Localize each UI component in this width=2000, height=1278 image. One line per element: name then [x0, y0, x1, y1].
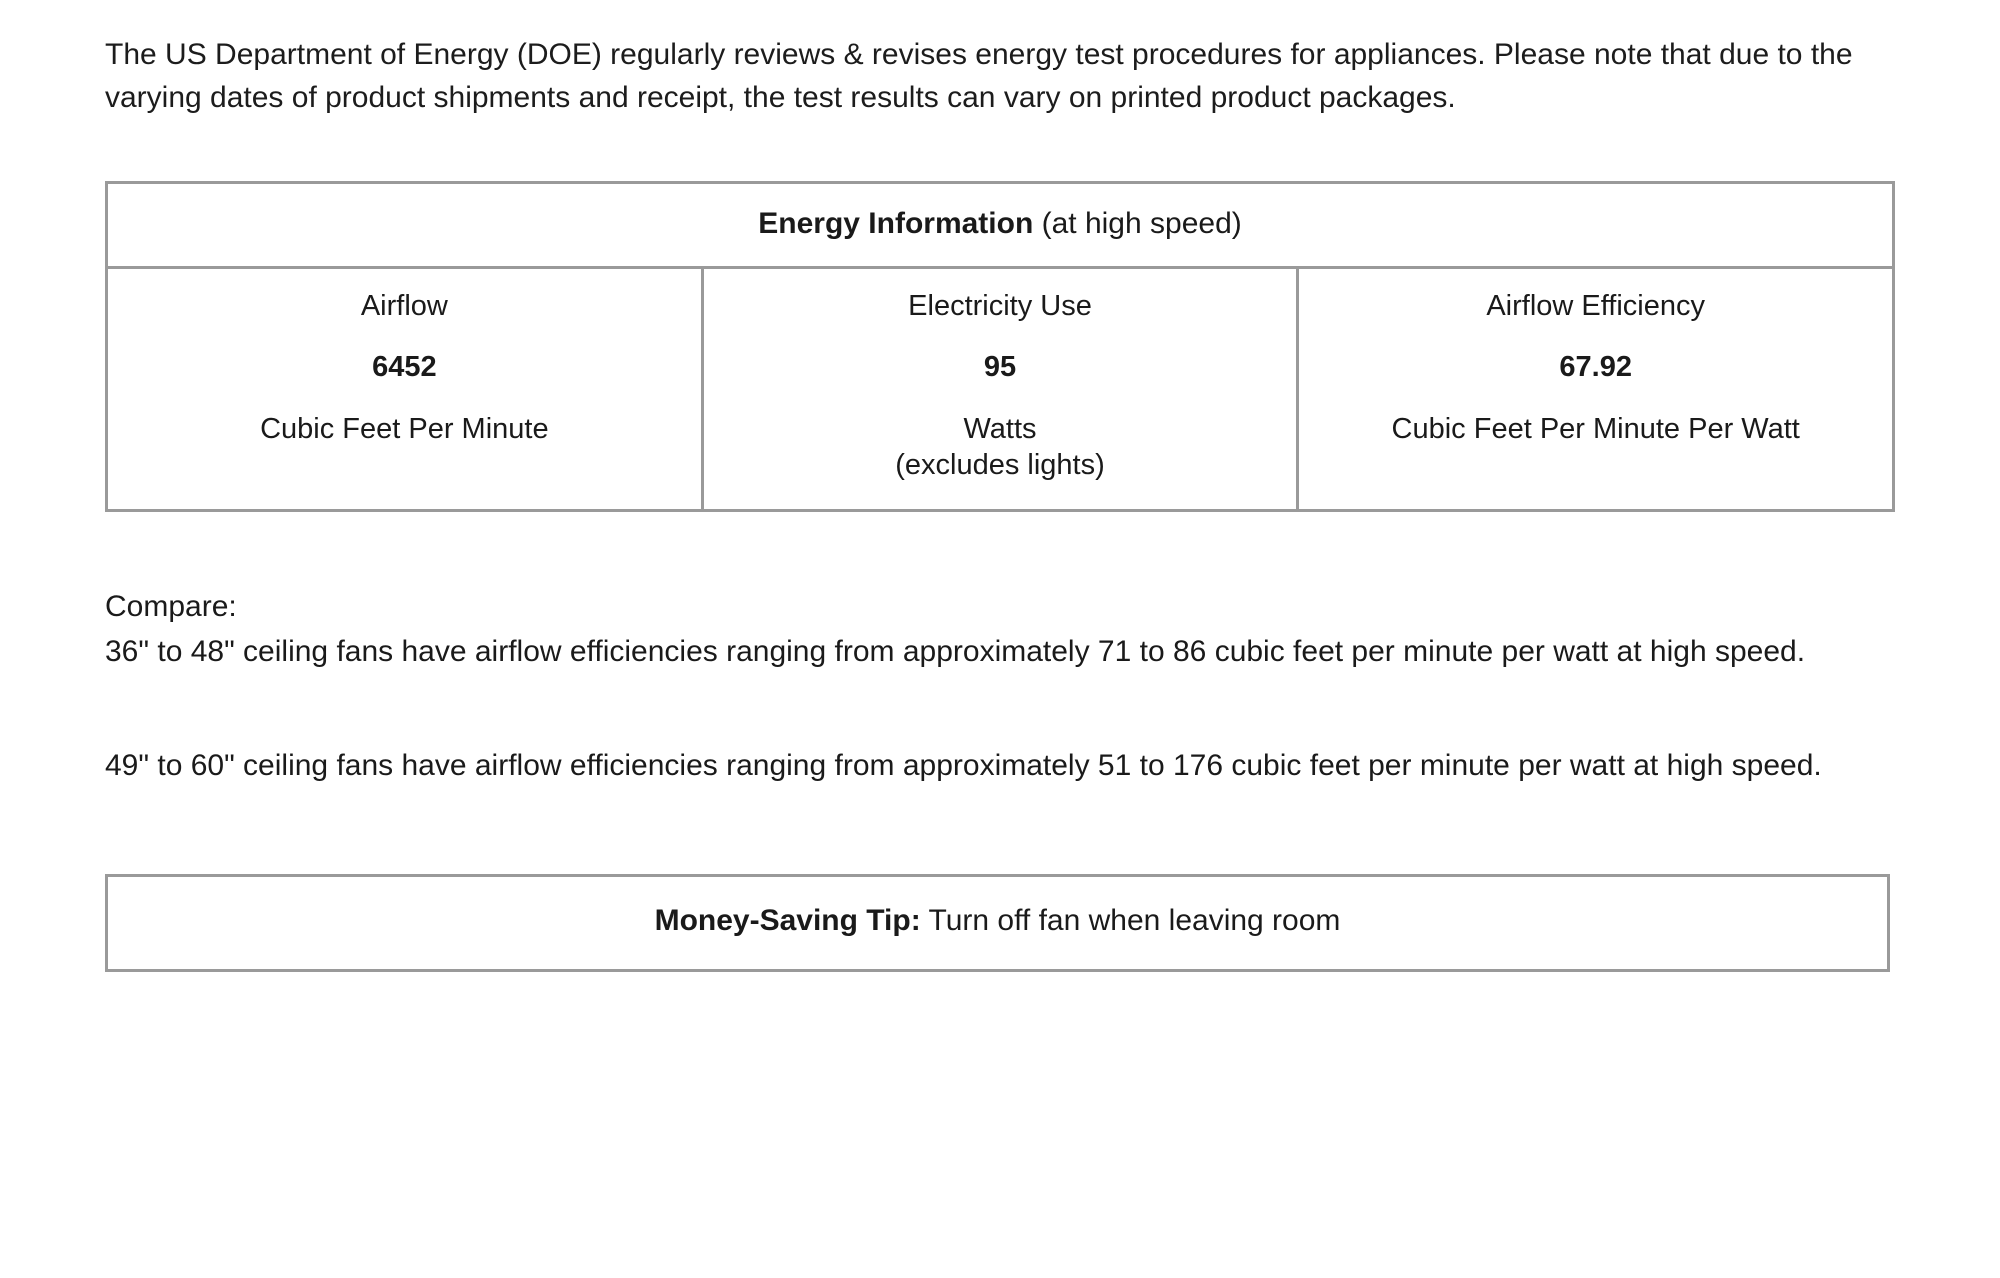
money-saving-tip-label: Money-Saving Tip: [654, 904, 921, 938]
money-saving-tip-box [105, 874, 1890, 972]
airflow-efficiency-units-main: Cubic Feet Per Minute Per Watt [1391, 412, 1800, 445]
energy-information-header [108, 184, 1892, 269]
airflow-units [120, 411, 689, 447]
energy-column-airflow [108, 269, 701, 509]
electricity-use-units-note: (excludes lights) [895, 449, 1105, 482]
airflow-value: 6452 [372, 350, 437, 383]
compare-section [105, 586, 1905, 788]
electricity-use-value: 95 [983, 350, 1017, 383]
compare-label: Compare: [105, 590, 237, 624]
compare-line-49-60: 49" to 60" ceiling fans have airflow efficiencies ranging from approximately 51 to 176 cubic feet per minute per watt at high speed. [105, 749, 1822, 783]
energy-column-airflow-efficiency [1296, 269, 1892, 509]
electricity-use-label: Electricity Use [908, 290, 1092, 323]
compare-spacer [105, 673, 1905, 745]
airflow-efficiency-value: 67.92 [1559, 350, 1632, 383]
energy-information-table [105, 181, 1895, 512]
energy-column-electricity-use [701, 269, 1297, 509]
money-saving-tip-text: Turn off fan when leaving room [920, 904, 1341, 938]
intro-paragraph: The US Department of Energy (DOE) regularly reviews & revises energy test procedures for appliances. Please note that due to the varying dates of product shipments and receipt, the test results can vary on printed product packages. [105, 38, 1853, 114]
electricity-use-units-main: Watts [963, 412, 1037, 445]
energy-information-subtitle: (at high speed) [1033, 207, 1242, 241]
energy-information-title: Energy Information [758, 207, 1034, 241]
airflow-efficiency-label: Airflow Efficiency [1486, 290, 1705, 323]
airflow-units-main: Cubic Feet Per Minute [260, 412, 549, 445]
compare-line-36-48: 36" to 48" ceiling fans have airflow efficiencies ranging from approximately 71 to 86 cubic feet per minute per watt at high speed. [105, 634, 1806, 668]
airflow-efficiency-units [1311, 411, 1880, 447]
airflow-label: Airflow [360, 290, 448, 323]
energy-information-columns [108, 269, 1892, 509]
electricity-use-units [716, 411, 1285, 484]
